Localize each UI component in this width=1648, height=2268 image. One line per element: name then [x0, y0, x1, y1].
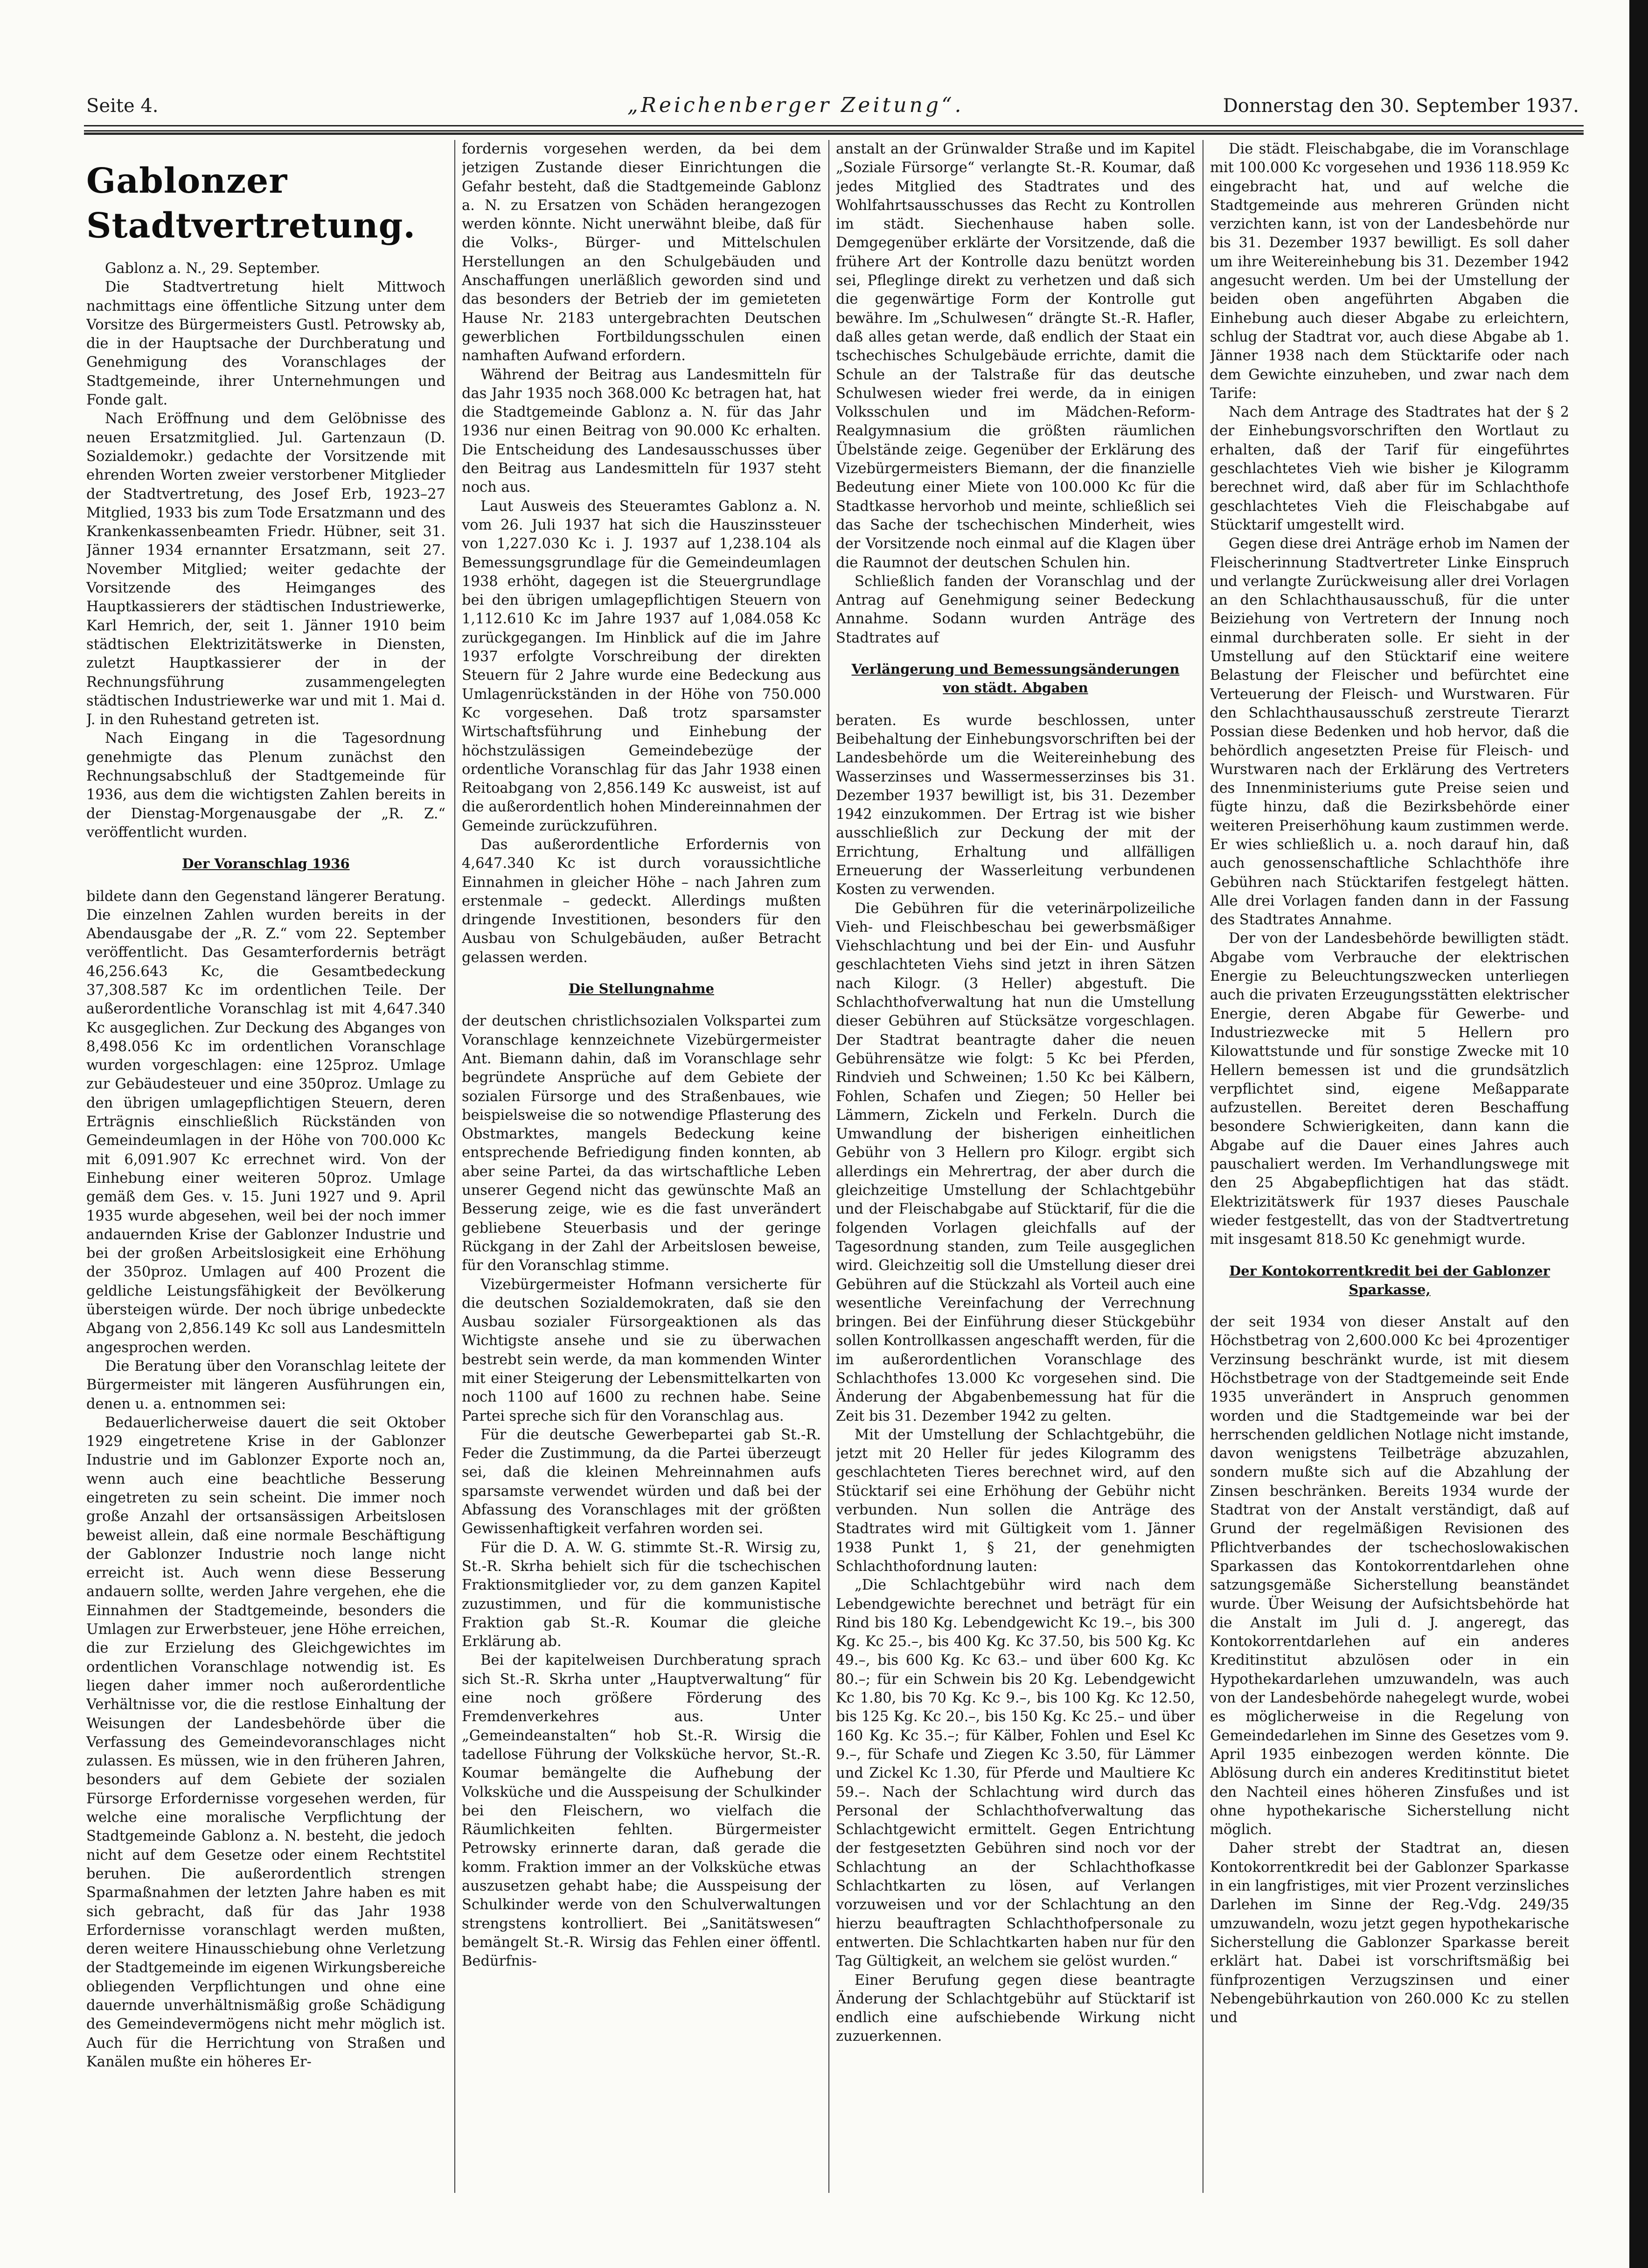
paragraph: Laut Ausweis des Steueramtes Gablonz a. N. vom 26. Juli 1937 hat sich die Hauszinssteuer von 1,227.030 Kc i. J. 1937 auf 1,238.104 als Bemessungsgrundlage für die Gemeindeumlagen 1938 erhöht, dagegen ist die Steuergrundlage bei den übrigen umlagepflichtigen Steuern von 1,112.610 Kc im Jahre 1937 auf 1,084.058 Kc zurückgegangen. Im Hinblick auf die im Jahre 1937 erfolgte Vorschreibung der direkten Steuern für 2 Jahre wurde eine Bedeckung aus Umlagenrückständen in der Höhe von 750.000 Kc vorgesehen. Daß trotz sparsamster Wirtschaftsführung und Einhebung der höchstzulässigen Gemeindebezüge der ordentliche Voranschlag für das Jahr 1938 einen Reitoabgang von 2,856.149 Kc ausweist, ist auf die außerordentlich hohen Mindereinnahmen der Gemeinde zurückzuführen. — [462, 498, 821, 834]
subheading: Die Stellungnahme — [568, 981, 715, 997]
column-2 — [462, 140, 821, 2207]
paragraph: Nach Eröffnung und dem Gelöbnisse des neuen Ersatzmitglied. Jul. Gartenzaun (D. Sozialdemokr.) gedachte der Vorsitzende mit ehrenden Worten zweier verstorbener Mitglieder der Stadtvertretung, des Josef Erb, 1923–27 Mitglied, 1933 bis zum Tode Ersatzmann und des Krankenkassenbeamten Friedr. Hübner, seit 31. Jänner 1934 ernannter Ersatzmann, seit 27. November Mitglied; weiter gedachte der Vorsitzende des Heimganges des Hauptkassierers der städtischen Industriewerke, Karl Hemrich, der, seit 1. Jänner 1910 beim städtischen Elektrizitätswerke in Diensten, zuletzt Hauptkassierer der in der Rechnungsführung zusammengelegten städtischen Industriewerke war und mit 1. Mai d. J. in den Ruhestand getreten ist. — [86, 411, 445, 728]
header-rule-thick — [84, 133, 1584, 135]
paragraph: Die Gebühren für die veterinärpolizeiliche Vieh- und Fleischbeschau bei gewerbsmäßiger Viehschlachtung und bei der Ein- und Ausfuhr geschlachteten Viehs sind jetzt in ihren Sätzen nach Kilogr. (3 Heller) abgestuft. Die Schlachthofverwaltung hat nun die Umstellung dieser Gebühren auf Stücksätze vorgeschlagen. Der Stadtrat beantragte daher die neuen Gebührensätze wie folgt: 5 Kc bei Pferden, Rindvieh und Schweinen; 1.50 Kc bei Kälbern, Fohlen, Schafen und Ziegen; 50 Heller bei Lämmern, Zickeln und Ferkeln. Durch die Umwandlung der bisherigen einheitlichen Gebühr von 3 Hellern pro Kilogr. ergibt sich allerdings ein Mehrertrag, der aber durch die gleichzeitige Umstellung der Schlachtgebühr und der Fleischabgabe auf Stücktarif, für die die folgenden Vorlagen gleichfalls auf der Tagesordnung standen, zum Teile ausgeglichen wird. Gleichzeitig soll die Umstellung dieser drei Gebühren auf die Stückzahl als Vorteil auch eine wesentliche Vereinfachung der Verrechnung bringen. Bei der Einführung dieser Stückgebühr sollen Kontrollkassen angeschafft werden, für die im außerordentlichen Voranschlage des Schlachthofes 13.000 Kc vorgesehen sind. Die Änderung der Abgabenbemessung hat für die Zeit bis 31. Dezember 1942 zu gelten. — [836, 900, 1195, 1424]
paragraph: Das außerordentliche Erfordernis von 4,647.340 Kc ist durch voraussichtliche Einnahmen in gleicher Höhe – nach Jahren zum erstenmale – gedeckt. Allerdings mußten dringende Investitionen, besonders für den Ausbau von Schulgebäuden, außer Betracht gelassen werden. — [462, 836, 821, 966]
newspaper-title: „Reichenberger Zeitung“. — [627, 93, 964, 117]
paragraph: beraten. Es wurde beschlossen, unter Beibehaltung der Einhebungsvorschriften bei der Landesbehörde um die Weitereinhebung des Wasserzinses und Wassermesserzinses bis 31. Dezember 1937 bewilligt ist, bis 31. Dezember 1942 einzukommen. Der Ertrag ist wie bisher ausschließlich zur Deckung der mit der Errichtung, Erhaltung und allfälligen Erneuerung der Wasserleitung verbundenen Kosten zu verwenden. — [836, 712, 1195, 898]
column-divider — [454, 140, 455, 2193]
paragraph: Vizebürgermeister Hofmann versicherte für die deutschen Sozialdemokraten, daß sie den Ausbau sozialer Fürsorgeaktionen als das Wichtigste ansehe und sie zu überwachen bestrebt sein werde, da man kommenden Winter mit einer Steigerung der Lebensmittelkarten von noch 1100 auf 1600 zu rechnen habe. Seine Partei spreche sich für den Voranschlag aus. — [462, 1276, 821, 1424]
paragraph: Die Stadtvertretung hielt Mittwoch nachmittags eine öffentliche Sitzung unter dem Vorsitze des Bürgermeisters Gustl. Petrowsky ab, die in der Hauptsache der Durchberatung und Genehmigung des Voranschlages der Stadtgemeinde, ihrer Unternehmungen und Fonde galt. — [86, 279, 445, 409]
paragraph: Daher strebt der Stadtrat an, diesen Kontokorrentkredit bei der Gablonzer Sparkasse in ein langfristiges, mit vier Prozent verzinsliches Darlehen im Sinne der Reg.-Vdg. 249/35 umzuwandeln, wozu jetzt gegen hypothekarische Sicherstellung die Gablonzer Sparkasse bereit erklärt hat. Dabei ist vorschriftsmäßig bei fünfprozentigen Verzugszinsen und einer Nebengebührkaution von 260.000 Kc zu stellen und — [1210, 1840, 1569, 2026]
paragraph: Nach Eingang in die Tagesordnung genehmigte das Plenum zunächst den Rechnungsabschluß der Stadtgemeinde für 1936, aus dem die wichtigsten Zahlen bereits in der Dienstag-Morgenausgabe der „R. Z.“ veröffentlicht wurden. — [86, 730, 445, 841]
paragraph: „Die Schlachtgebühr wird nach dem Lebendgewichte berechnet und beträgt für ein Rind bis 180 Kg. Lebendgewicht Kc 19.–, bis 300 Kg. Kc 25.–, bis 400 Kg. Kc 37.50, bis 500 Kg. Kc 49.–, bis 600 Kg. Kc 63.– und über 600 Kg. Kc 80.–; für ein Schwein bis 20 Kg. Lebendgewicht Kc 1.80, bis 70 Kg. Kc 9.–, bis 100 Kg. Kc 12.50, bis 125 Kg. Kc 20.–, bis 150 Kg. Kc 25.– und über 160 Kg. Kc 35.–; für Kälber, Fohlen und Esel Kc 9.–, für Schafe und Ziegen Kc 3.50, für Lämmer und Zickel Kc 1.30, für Pferde und Maultiere Kc 59.–. Nach der Schlachtung wird durch das Personal der Schlachthofverwaltung das Schlachtgewicht ermittelt. Gegen Entrichtung der festgesetzten Gebühren sind noch vor der Schlachtung an der Schlachthofkasse Schlachtkarten zu lösen, auf Verlangen vorzuweisen und vor der Schlachtung an den hierzu beauftragten Schlachthofpersonale zu entwerten. Die Schlachtkarten haben nur für den Tag Gültigkeit, an welchem sie gelöst wurden.“ — [836, 1577, 1195, 1970]
column-1 — [86, 140, 445, 2207]
paragraph: Für die deutsche Gewerbepartei gab St.-R. Feder die Zustimmung, da die Partei überzeugt sei, daß die kleinen Mehreinnahmen aufs sparsamste verwendet würden und daß bei der Abfassung des Voranschlages mit der größten Gewissenhaftigkeit verfahren worden sei. — [462, 1426, 821, 1537]
paragraph: Mit der Umstellung der Schlachtgebühr, die jetzt mit 20 Heller für jedes Kilogramm des geschlachteten Tieres berechnet wird, auf den Stücktarif sei eine Erhöhung der Gebühr nicht verbunden. Nun sollen die Anträge des Stadtrates wird mit Gültigkeit vom 1. Jänner 1938 Punkt 1, § 21, der genehmigten Schlachthofordnung lauten: — [836, 1426, 1195, 1575]
paragraph: der deutschen christlichsozialen Volkspartei zum Voranschlage kennzeichnete Vizebürgermeister Ant. Biemann dahin, daß im Voranschlage sehr begründete Ansprüche auf dem Gebiete der sozialen Fürsorge und des Straßenbaues, wie beispielsweise die so notwendige Pflasterung des Obstmarktes, mangels Bedeckung keine entsprechende Befriedigung finden konnten, ab aber seine Partei, da das wirtschaftliche Leben unserer Gegend nicht das gewünschte Maß an Besserung zeige, wie es die fast unverändert gebliebene Steuerbasis und der geringe Rückgang in der Zahl der Arbeitslosen beweise, für den Voranschlag stimme. — [462, 1013, 821, 1274]
paragraph: Für die D. A. W. G. stimmte St.-R. Wirsig zu, St.-R. Skrha behielt sich für die tschechischen Fraktionsmitglieder vor, zu dem ganzen Kapitel zuzustimmen, und für die kommunistische Fraktion gab St.-R. Koumar die gleiche Erklärung ab. — [462, 1539, 821, 1650]
paragraph: bildete dann den Gegenstand längerer Beratung. Die einzelnen Zahlen wurden bereits in der Abendausgabe der „R. Z.“ vom 22. September veröffentlicht. Das Gesamterfordernis beträgt 46,256.643 Kc, die Gesamtbedeckung 37,308.587 Kc im ordentlichen Teile. Der außerordentliche Voranschlag ist mit 4,647.340 Kc ausgeglichen. Zur Deckung des Abganges von 8,498.056 Kc im ordentlichen Voranschlage wurden vorgeschlagen: eine 125proz. Umlage zur Gebäudesteuer und eine 350proz. Umlage zu den übrigen umlagepflichtigen Steuern, deren Erträgnis einschließlich Rückständen von Gemeindeumlagen in der Höhe von 700.000 Kc mit 6,091.907 Kc errechnet wird. Von der Einhebung einer weiteren 50proz. Umlage gemäß dem Ges. v. 15. Juni 1927 und 9. April 1935 wurde abgesehen, weil bei der noch immer andauernden Krise der Gablonzer Industrie und bei der großen Arbeitslosigkeit eine Erhöhung der 350proz. Umlagen auf 400 Prozent die geldliche Leistungsfähigkeit der Bevölkerung übersteigen würde. Der noch übrige unbedeckte Abgang von 2,856.149 Kc soll aus Landesmitteln angesprochen werden. — [86, 888, 445, 1356]
paragraph: Bei der kapitelweisen Durchberatung sprach sich St.-R. Skrha unter „Hauptverwaltung“ für eine noch größere Förderung des Fremdenverkehres aus. Unter „Gemeindeanstalten“ hob St.-R. Wirsig die tadellose Führung der Volksküche hervor, St.-R. Koumar bemängelte die Aufhebung der Volksküche und die Ausspeisung der Schulkinder bei den Fleischern, wo vielfach die Räumlichkeiten fehlten. Bürgermeister Petrowsky erinnerte daran, daß gerade die komm. Fraktion immer an der Volksküche etwas auszusetzen gehabt habe; die Ausspeisung der Schulkinder werde von den Schulverwaltungen strengstens kontrolliert. Bei „Sanitätswesen“ bemängelt St.-R. Wirsig das Fehlen einer öffentl. Bedürfnis- — [462, 1652, 821, 1970]
paragraph: Bedauerlicherweise dauert die seit Oktober 1929 eingetretene Krise in der Gablonzer Industrie und im Gablonzer Exporte noch an, wenn auch eine beachtliche Besserung eingetreten zu sein scheint. Die immer noch große Anzahl der ortsansässigen Arbeitslosen beweist allein, daß eine normale Beschäftigung der Gablonzer Industrie noch lange nicht erreicht ist. Auch wenn diese Besserung andauern sollte, werden Jahre vergehen, ehe die Einnahmen der Stadtgemeinde, besonders die Umlagen zur Erwerbsteuer, jene Höhe erreichen, die zur Erzielung des Gleichgewichtes im ordentlichen Voranschlage notwendig ist. Es liegen daher immer noch außerordentliche Verhältnisse vor, die die restlose Einhaltung der Weisungen der Landesbehörde über die Verfassung des Gemeindevoranschlages nicht zulassen. Es müssen, wie in den früheren Jahren, besonders auf dem Gebiete der sozialen Fürsorge Erfordernisse vorgesehen werden, für welche eine moralische Verpflichtung der Stadtgemeinde Gablonz a. N. besteht, die jedoch nicht auf dem Gesetze oder einem Rechtstitel beruhen. Die außerordentlich strengen Sparmaßnahmen der letzten Jahre haben es mit sich gebracht, daß für das Jahr 1938 Erfordernisse voranschlagt werden mußten, deren weitere Hinausschiebung ohne Verletzung der Stadtgemeinde im eigenen Wirkungsbereiche obliegenden Verpflichtungen und ohne eine dauernde unverhältnismäßig große Schädigung des Gemeindevermögens nicht mehr möglich ist. Auch für die Herrichtung von Straßen und Kanälen mußte ein höheres Er- — [86, 1414, 445, 2070]
paragraph: fordernis vorgesehen werden, da bei dem jetzigen Zustande dieser Einrichtungen die Gefahr besteht, daß die Stadtgemeinde Gablonz a. N. zu Ersatzen von Schäden herangezogen werden könnte. Nicht unerwähnt bleibe, daß für die Volks-, Bürger- und Mittelschulen Herstellungen an den Schulgebäuden und Anschaffungen unerläßlich geworden sind und das besonders der Betrieb der im gemieteten Hause Nr. 2183 untergebrachten Deutschen gewerblichen Fortbildungsschulen einen namhaften Aufwand erfordern. — [462, 141, 821, 364]
page-header — [86, 91, 1579, 124]
paragraph: Einer Berufung gegen diese beantragte Änderung der Schlachtgebühr auf Stücktarif ist endlich eine aufschiebende Wirkung nicht zuzuerkennen. — [836, 1972, 1195, 2045]
paragraph: Der von der Landesbehörde bewilligten städt. Abgabe vom Verbrauche der elektrischen Energie zu Beleuchtungszwecken unterliegen auch die privaten Erzeugungsstätten elektrischer Energie, deren Abgabe für Gewerbe- und Industriezwecke mit 5 Hellern pro Kilowattstunde und für sonstige Zwecke mit 10 Hellern bemessen ist und die grundsätzlich verpflichtet sind, eigene Meßapparate aufzustellen. Bereitet deren Beschaffung besondere Schwierigkeiten, dann kann die Abgabe auf die Dauer eines Jahres auch pauschaliert werden. Im Verhandlungswege mit den 25 Abgabepflichtigen hat das städt. Elektrizitätswerk für 1937 dieses Pauschale wieder festgestellt, das von der Stadtvertretung mit insgesamt 818.50 Kc genehmigt wurde. — [1210, 930, 1569, 1248]
paragraph: Gegen diese drei Anträge erhob im Namen der Fleischerinnung Stadtvertreter Linke Einspruch und verlangte Zurückweisung aller drei Vorlagen an den Schlachthausausschuß, für die unter Beiziehung von Vertretern der Innung noch einmal durchberaten solle. Er sieht in der Umstellung auf den Stücktarif eine weitere Belastung der Fleischer und befürchtet eine Verteuerung der Fleisch- und Wurstwaren. Für den Schlachthausausschuß zerstreute Tierarzt Possian diese Bedenken und hob hervor, daß die behördlich angesetzten Preise für Fleisch- und Wurstwaren nach der Erklärung des Vertreters des Innenministeriums gute Preise seien und fügte hinzu, daß die Bezirksbehörde einer weiteren Preiserhöhung kaum zustimmen werde. Er wies schließlich u. a. noch darauf hin, daß auch genossenschaftliche Schlachthöfe ihre Gebühren nach Stücktarifen festgelegt hätten. Alle drei Vorlagen fanden dann in der Fassung des Stadtrates Annahme. — [1210, 536, 1569, 928]
page-number: Seite 4. — [86, 95, 159, 117]
paragraph: Die Beratung über den Voranschlag leitete der Bürgermeister mit längeren Ausführungen ein, denen u. a. entnommen sei: — [86, 1358, 445, 1412]
paragraph: Die städt. Fleischabgabe, die im Voranschlage mit 100.000 Kc vorgesehen und 1936 118.959 Kc eingebracht hat, und auf welche die Stadtgemeinde aus mehreren Gründen nicht verzichten kann, ist von der Landesbehörde nur bis 31. Dezember 1937 bewilligt. Es soll daher um ihre Weitereinhebung bis 31. Dezember 1942 angesucht werden. Um bei der Umstellung der beiden oben angeführten Abgaben die Einhebung auch dieser Abgabe zu erleichtern, schlug der Stadtrat vor, auch diese Abgabe ab 1. Jänner 1938 nach dem Stücktarife oder nach dem Gewichte einzuheben, und zwar nach dem Tarife: — [1210, 141, 1569, 402]
subheading: Der Voranschlag 1936 — [182, 856, 350, 872]
column-4 — [1210, 140, 1569, 2207]
header-rule — [84, 125, 1584, 132]
paragraph: anstalt an der Grünwalder Straße und im Kapitel „Soziale Fürsorge“ verlangte St.-R. Koumar, daß jedes Mitglied des Stadtrates und des Wohlfahrtsausschusses das Recht zu Kontrollen im städt. Siechenhause haben solle. Demgegenüber erklärte der Vorsitzende, daß die frühere Art der Kontrolle dazu benützt worden sei, Pfleglinge direkt zu verhetzen und daß sich die gegenwärtige Form der Kontrolle gut bewähre. Im „Schulwesen“ drängte St.-R. Hafler, daß alles getan werde, daß endlich der Staat ein tschechisches Schulgebäude errichte, damit die Schule an der Talstraße für das deutsche Schulwesen wieder frei werde, da in einigen Volksschulen und im Mädchen-Reform-Realgymnasium die größten räumlichen Übelstände zeige. Gegenüber der Erklärung des Vizebürgermeisters Biemann, der die finanzielle Bedeutung einer Miete von 100.000 Kc für die Stadtkasse hervorhob und meinte, schließlich sei das Sache der tschechischen Minderheit, wies der Vorsitzende noch einmal auf die Klagen über die Raumnot der deutschen Schulen hin. — [836, 141, 1195, 571]
paragraph: Während der Beitrag aus Landesmitteln für das Jahr 1935 noch 368.000 Kc betragen hat, hat die Stadtgemeinde Gablonz a. N. für das Jahr 1936 nur einen Beitrag von 90.000 Kc erhalten. Die Entscheidung des Landesausschusses über den Beitrag aus Landesmitteln für 1937 steht noch aus. — [462, 366, 821, 496]
paragraph: Schließlich fanden der Voranschlag und der Antrag auf Genehmigung seiner Bedeckung Annahme. Sodann wurden Anträge des Stadtrates auf — [836, 573, 1195, 646]
subheading: Der Kontokorrentkredit bei der Gablonzer Sparkasse, — [1229, 1263, 1550, 1298]
paragraph: der seit 1934 von dieser Anstalt auf den Höchstbetrag von 2,600.000 Kc bei 4prozentiger Verzinsung beschränkt wurde, ist mit diesem Höchstbetrage von der Stadtgemeinde seit Ende 1935 unverändert in Anspruch genommen worden und die Stadtgemeinde war bei der herrschenden geldlichen Notlage nicht imstande, davon wenigstens Teilbeträge abzuzahlen, sondern mußte sich auf die Abzahlung der Zinsen beschränken. Bereits 1934 wurde der Stadtrat von der Anstalt verständigt, daß auf Grund der regelmäßigen Revisionen des Pflichtverbandes der tschechoslowakischen Sparkassen das Kontokorrentdarlehen ohne satzungsgemäße Sicherstellung beanständet wurde. Über Weisung der Aufsichtsbehörde hat die Anstalt im Juli d. J. angeregt, das Kontokorrentdarlehen auf ein anderes Kreditinstitut abzulösen oder in ein Hypothekardarlehen umzuwandeln, was auch von der Landesbehörde nahegelegt wurde, wobei es möglicherweise in die Regelung von Gemeindedarlehen im Sinne des Gesetzes vom 9. April 1935 einbezogen werden könnte. Die Ablösung durch ein anderes Kreditinstitut bietet den Nachteil eines höheren Zinsfußes und ist ohne hypothekarische Sicherstellung nicht möglich. — [1210, 1314, 1569, 1838]
subheading: Verlängerung und Bemessungsänderungen von städt. Abgaben — [851, 661, 1180, 696]
issue-date: Donnerstag den 30. September 1937. — [1223, 95, 1579, 117]
article-headline: Gablonzer Stadtvertretung. — [86, 161, 416, 246]
paragraph: Nach dem Antrage des Stadtrates hat der § 2 der Einhebungsvorschriften den Wortlaut zu erhalten, daß der Tarif für eingeführtes geschlachtetes Vieh wie bisher je Kilogramm berechnet wird, daß aber für im Schlachthofe geschlachtetes Vieh die Fleischabgabe auf Stücktarif umgestellt wird. — [1210, 404, 1569, 533]
column-3 — [836, 140, 1195, 2207]
scan-edge — [1629, 0, 1648, 2268]
dateline: Gablonz a. N., 29. September. — [105, 260, 320, 277]
column-divider — [828, 140, 829, 2193]
